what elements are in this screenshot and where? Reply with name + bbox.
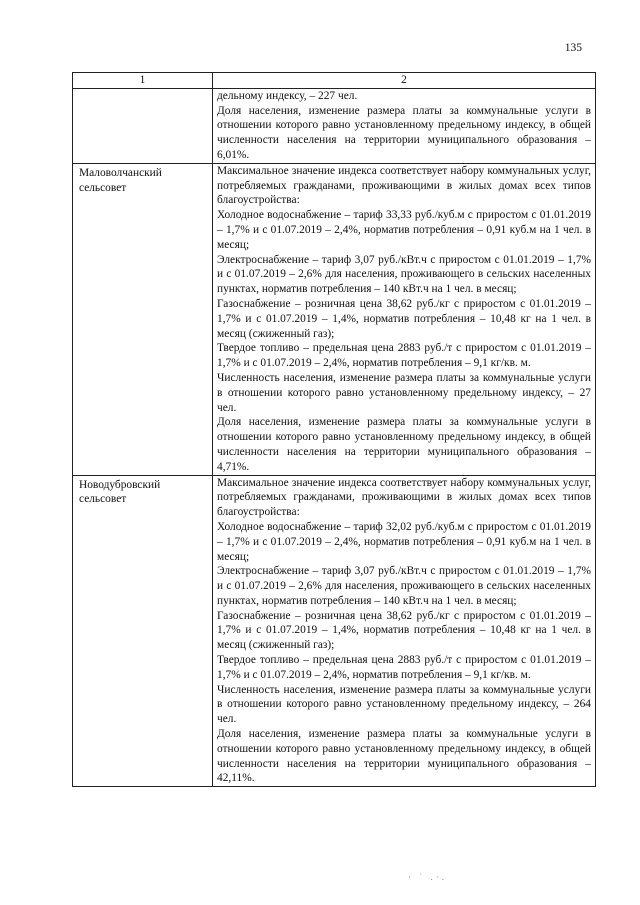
paragraph: Доля населения, изменение размера платы за коммунальные услуги в отношении которого равно установленному предельному индексу, в общей численности населения на территории муниципального образования – 42,11%. bbox=[217, 728, 591, 785]
table-row bbox=[73, 163, 596, 475]
description-cell bbox=[213, 163, 596, 475]
paragraph: Газоснабжение – розничная цена 38,62 руб./кг с приростом с 01.01.2019 – 1,7% и с 01.07.2019 – 1,4%, норматив потребления – 10,48 кг на 1 чел. в месяц (сжиженный газ); bbox=[217, 609, 591, 652]
column-header-1: 1 bbox=[73, 73, 213, 89]
paragraph: Максимальное значение индекса соответствует набору коммунальных услуг, потребляемых гражданами, проживающими в жилых домах всех типов благоустройства: bbox=[217, 164, 591, 207]
region-cell: Маловолчанский сельсовет bbox=[73, 163, 213, 475]
description-cell bbox=[213, 475, 596, 787]
paragraph: Холодное водоснабжение – тариф 33,33 руб./куб.м с приростом с 01.01.2019 – 1,7% и с 01.07.2019 – 2,4%, норматив потребления – 0,91 куб.м на 1 чел. в месяц; bbox=[217, 209, 591, 251]
region-cell bbox=[73, 88, 213, 163]
page-number: 135 bbox=[564, 42, 582, 54]
paragraph: Газоснабжение – розничная цена 38,62 руб./кг с приростом с 01.01.2019 – 1,7% и с 01.07.2019 – 1,4%, норматив потребления – 10,48 кг на 1 чел. в месяц (сжиженный газ); bbox=[217, 297, 591, 340]
scan-noise-mark: · ˙ .·. bbox=[408, 872, 447, 882]
paragraph: Твердое топливо – предельная цена 2883 руб./т с приростом с 01.01.2019 – 1,7% и с 01.07.2019 – 2,4%, норматив потребления – 9,1 кг/кв. м. bbox=[217, 654, 591, 681]
paragraph: дельному индексу, – 227 чел. bbox=[217, 89, 358, 102]
table-row bbox=[73, 475, 596, 787]
region-cell: Новодубровский сельсовет bbox=[73, 475, 213, 787]
paragraph: Твердое топливо – предельная цена 2883 руб./т с приростом с 01.01.2019 – 1,7% и с 01.07.2019 – 2,4%, норматив потребления – 9,1 кг/кв. м. bbox=[217, 342, 591, 370]
paragraph: Доля населения, изменение размера платы за коммунальные услуги в отношении которого равно установленному предельному индексу, в общей численности населения на территории муниципального образования – 4,71%. bbox=[217, 416, 591, 473]
paragraph: Доля населения, изменение размера платы за коммунальные услуги в отношении которого равно установленному предельному индексу, в общей численности населения на территории муниципального образования – 6,01%. bbox=[217, 104, 591, 161]
paragraph: Электроснабжение – тариф 3,07 руб./кВт.ч с приростом с 01.01.2019 – 1,7% и с 01.07.2019 – 2,6% для населения, проживающего в сельских населенных пунктах, норматив потребления – 140 кВт.ч на 1 чел. в месяц; bbox=[217, 565, 591, 607]
table-header-row bbox=[73, 73, 596, 89]
paragraph: Численность населения, изменение размера платы за коммунальные услуги в отношении которого равно установленному предельному индексу, – 27 чел. bbox=[217, 371, 591, 414]
table-row bbox=[73, 88, 596, 163]
paragraph: Численность населения, изменение размера платы за коммунальные услуги в отношении которого равно установленному предельному индексу, – 264 чел. bbox=[217, 683, 591, 726]
paragraph: Максимальное значение индекса соответствует набору коммунальных услуг, потребляемых гражданами, проживающими в жилых домах всех типов благоустройства: bbox=[217, 476, 591, 519]
paragraph: Электроснабжение – тариф 3,07 руб./кВт.ч с приростом с 01.01.2019 – 1,7% и с 01.07.2019 – 2,6% для населения, проживающего в сельских населенных пунктах, норматив потребления – 140 кВт.ч на 1 чел. в месяц; bbox=[217, 253, 591, 296]
column-header-2: 2 bbox=[213, 73, 596, 89]
description-cell bbox=[213, 88, 596, 163]
paragraph: Холодное водоснабжение – тариф 32,02 руб./куб.м с приростом с 01.01.2019 – 1,7% и с 01.07.2019 – 2,4%, норматив потребления – 0,91 куб.м на 1 чел. в месяц; bbox=[217, 520, 591, 563]
indices-table bbox=[72, 72, 596, 787]
